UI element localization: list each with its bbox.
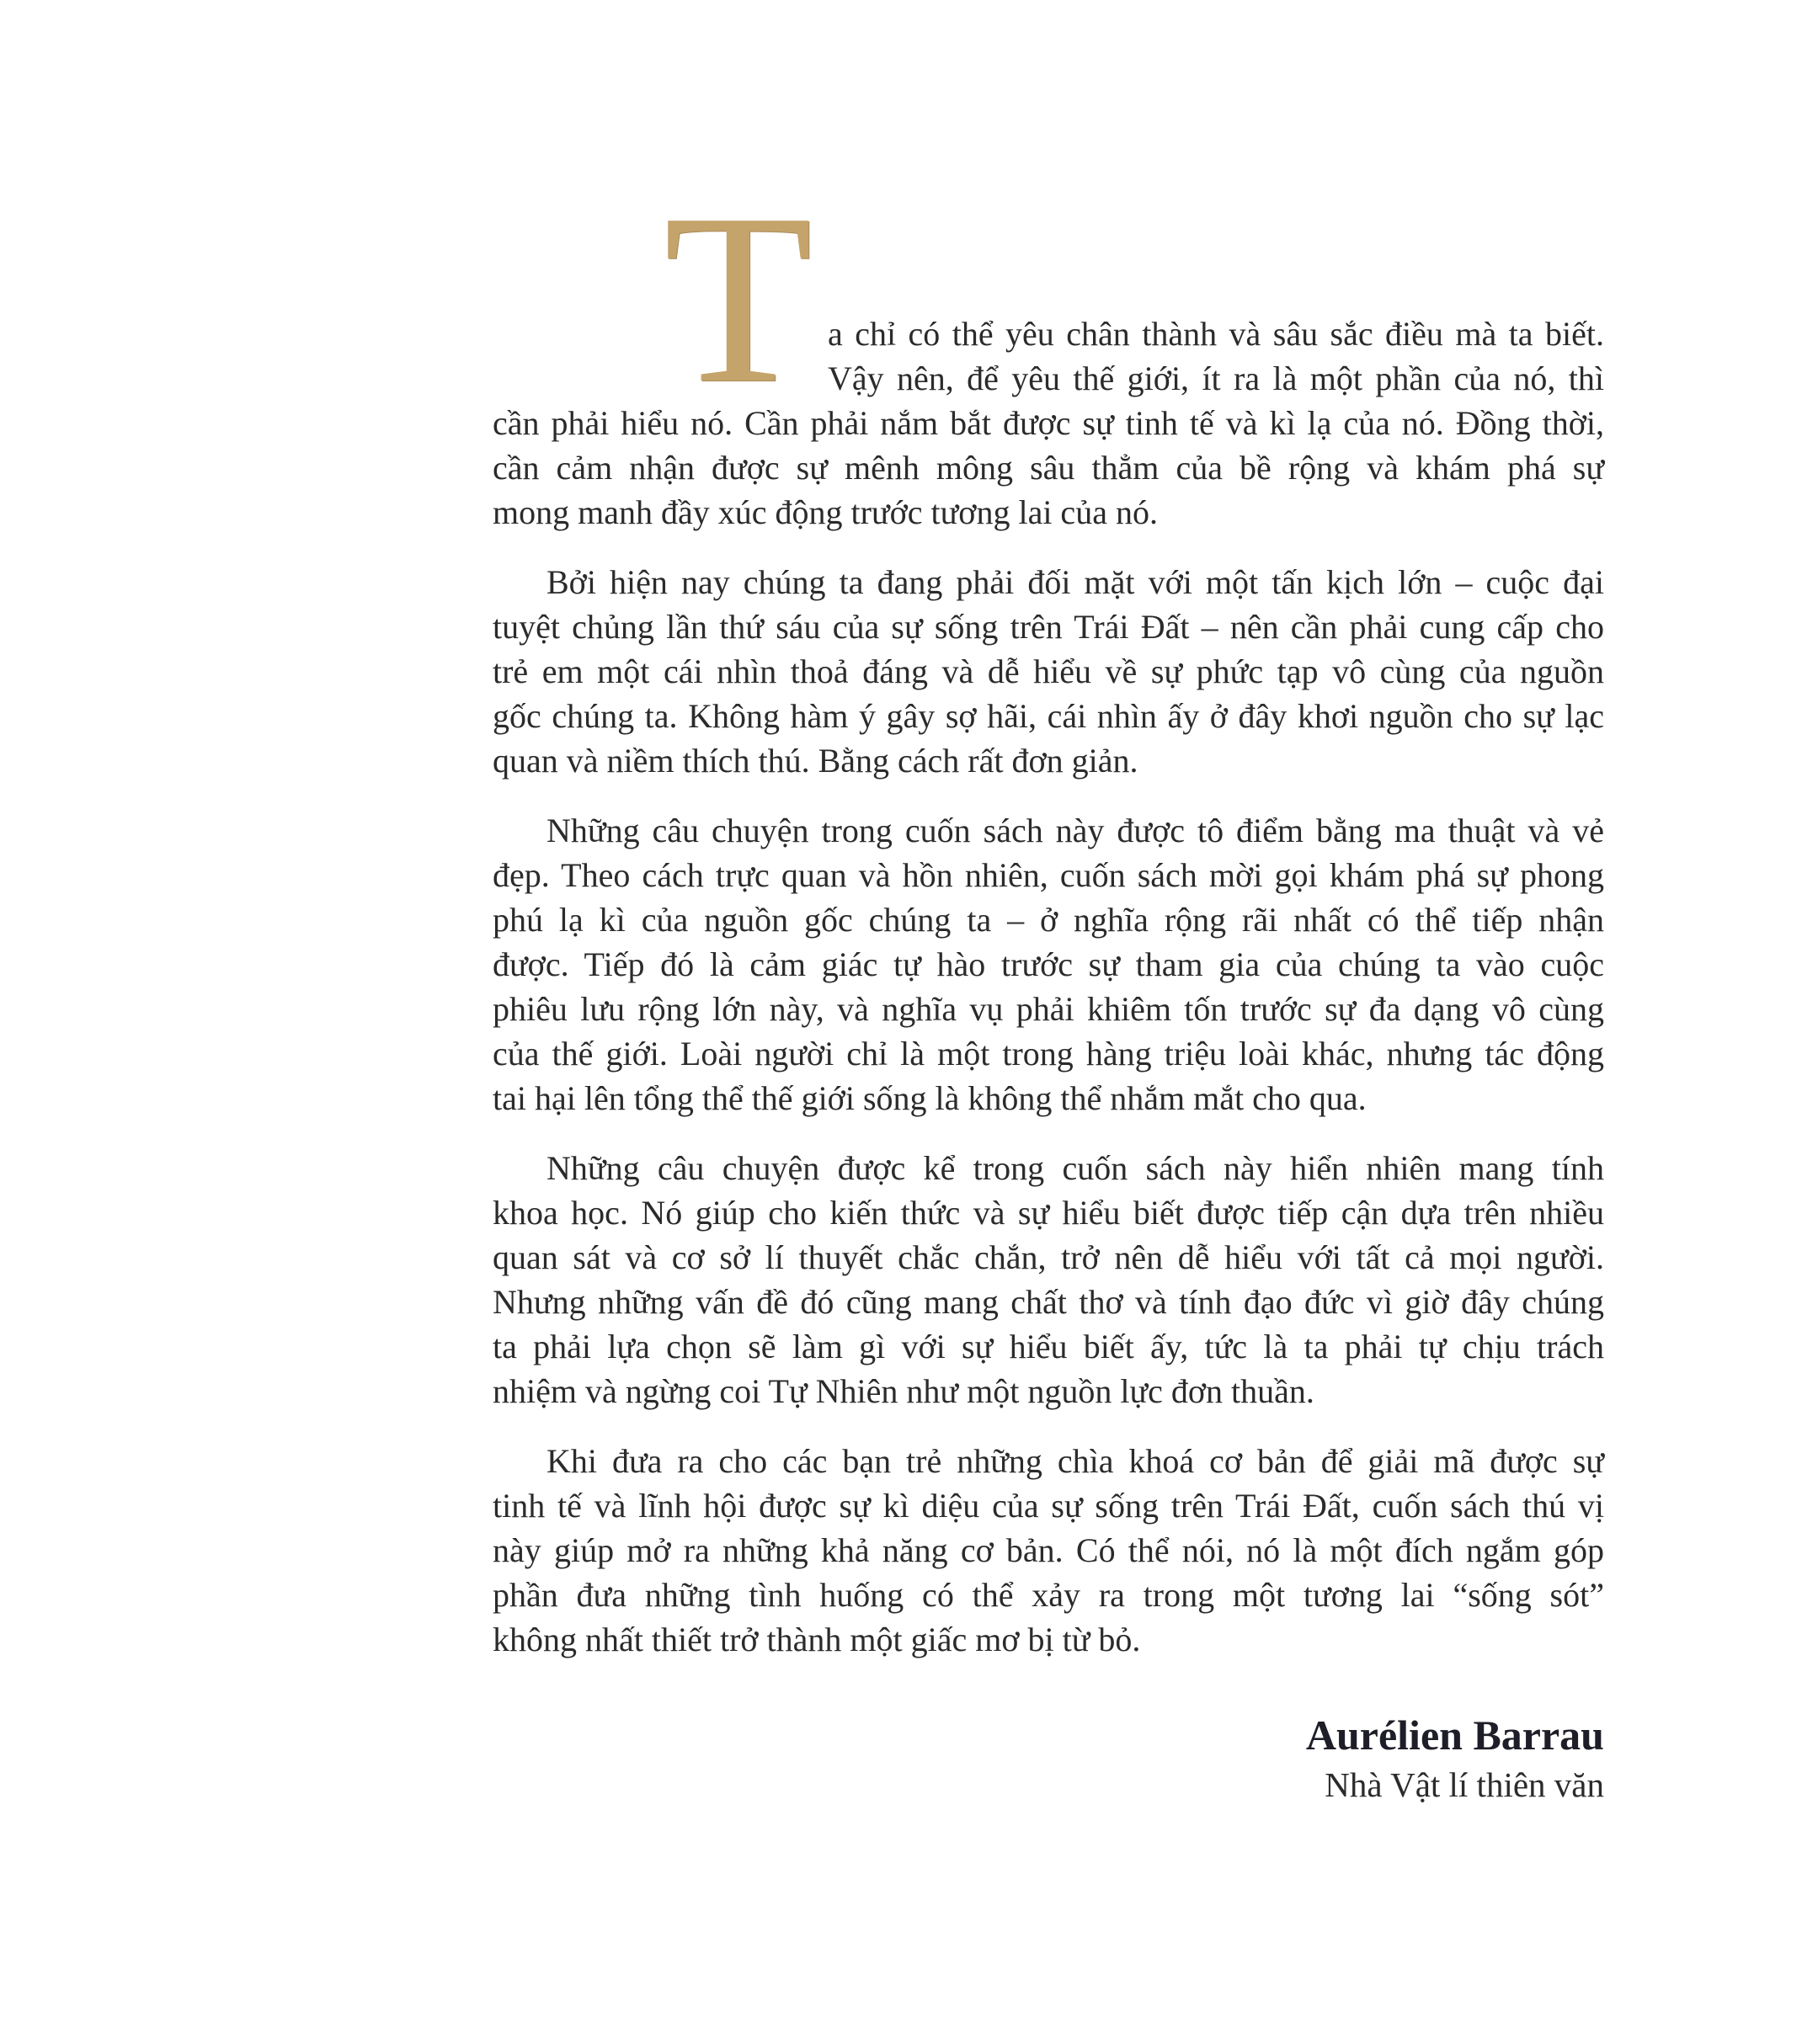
paragraph bbox=[493, 1439, 1604, 1662]
signature-name: Aurélien Barrau bbox=[1305, 1711, 1604, 1759]
dropcap-letter: T bbox=[664, 163, 813, 434]
paragraph-opening bbox=[493, 163, 1604, 535]
text-line: của thế giới. Loài người chỉ là một trong hàng triệu loài khác, nhưng tác động bbox=[493, 1035, 1604, 1073]
text-line: khoa học. Nó giúp cho kiến thức và sự hiểu biết được tiếp cận dựa trên nhiều bbox=[493, 1194, 1604, 1232]
text-line: Những câu chuyện được kể trong cuốn sách này hiển nhiên mang tính bbox=[546, 1149, 1604, 1187]
text-line: quan và niềm thích thú. Bằng cách rất đơn giản. bbox=[493, 742, 1138, 780]
text-line: cần phải hiểu nó. Cần phải nắm bắt được sự tinh tế và kì lạ của nó. Đồng thời, bbox=[493, 404, 1604, 442]
text-line: Vậy nên, để yêu thế giới, ít ra là một phần của nó, thì bbox=[828, 359, 1604, 397]
text-line: ta phải lựa chọn sẽ làm gì với sự hiểu biết ấy, tức là ta phải tự chịu trách bbox=[493, 1328, 1604, 1365]
text-line: nhiệm và ngừng coi Tự Nhiên như một nguồn lực đơn thuần. bbox=[493, 1372, 1314, 1410]
paragraph bbox=[493, 560, 1604, 783]
paragraph bbox=[493, 808, 1604, 1120]
text-line: Khi đưa ra cho các bạn trẻ những chìa khoá cơ bản để giải mã được sự bbox=[546, 1442, 1604, 1480]
text-line: Bởi hiện nay chúng ta đang phải đối mặt với một tấn kịch lớn – cuộc đại bbox=[546, 563, 1604, 601]
paragraph bbox=[493, 1146, 1604, 1413]
text-line: tinh tế và lĩnh hội được sự kì diệu của sự sống trên Trái Đất, cuốn sách thú vị bbox=[493, 1487, 1604, 1525]
text-line: phần đưa những tình huống có thể xảy ra trong một tương lai “sống sót” bbox=[493, 1576, 1604, 1614]
signature-block bbox=[493, 1708, 1604, 1807]
signature-role: Nhà Vật lí thiên văn bbox=[1325, 1765, 1604, 1804]
text-line: mong manh đầy xúc động trước tương lai của nó. bbox=[493, 493, 1158, 531]
text-line: này giúp mở ra những khả năng cơ bản. Có thể nói, nó là một đích ngắm góp bbox=[493, 1531, 1604, 1569]
text-line: quan sát và cơ sở lí thuyết chắc chắn, trở nên dễ hiểu với tất cả mọi người. bbox=[493, 1238, 1604, 1276]
text-line: đẹp. Theo cách trực quan và hồn nhiên, cuốn sách mời gọi khám phá sự phong bbox=[493, 856, 1604, 894]
text-line: phiêu lưu rộng lớn này, và nghĩa vụ phải khiêm tốn trước sự đa dạng vô cùng bbox=[493, 990, 1604, 1028]
text-line: a chỉ có thể yêu chân thành và sâu sắc điều mà ta biết. bbox=[828, 315, 1604, 353]
text-line: Nhưng những vấn đề đó cũng mang chất thơ và tính đạo đức vì giờ đây chúng bbox=[493, 1283, 1604, 1321]
text-line: Những câu chuyện trong cuốn sách này được tô điểm bằng ma thuật và vẻ bbox=[546, 812, 1604, 849]
text-line: phú lạ kì của nguồn gốc chúng ta – ở nghĩa rộng rãi nhất có thể tiếp nhận bbox=[493, 901, 1604, 939]
text-line: gốc chúng ta. Không hàm ý gây sợ hãi, cái nhìn ấy ở đây khơi nguồn cho sự lạc bbox=[493, 697, 1604, 735]
text-line: tuyệt chủng lần thứ sáu của sự sống trên Trái Đất – nên cần phải cung cấp cho bbox=[493, 608, 1604, 646]
text-line: tai hại lên tổng thể thế giới sống là không thể nhắm mắt cho qua. bbox=[493, 1079, 1367, 1117]
text-line: được. Tiếp đó là cảm giác tự hào trước sự tham gia của chúng ta vào cuộc bbox=[493, 945, 1604, 983]
text-line: trẻ em một cái nhìn thoả đáng và dễ hiểu về sự phức tạp vô cùng của nguồn bbox=[493, 652, 1604, 690]
text-line: cần cảm nhận được sự mênh mông sâu thẳm của bề rộng và khám phá sự bbox=[493, 449, 1604, 487]
text-line: không nhất thiết trở thành một giấc mơ bị từ bỏ. bbox=[493, 1621, 1141, 1658]
text-block bbox=[493, 163, 1604, 1807]
